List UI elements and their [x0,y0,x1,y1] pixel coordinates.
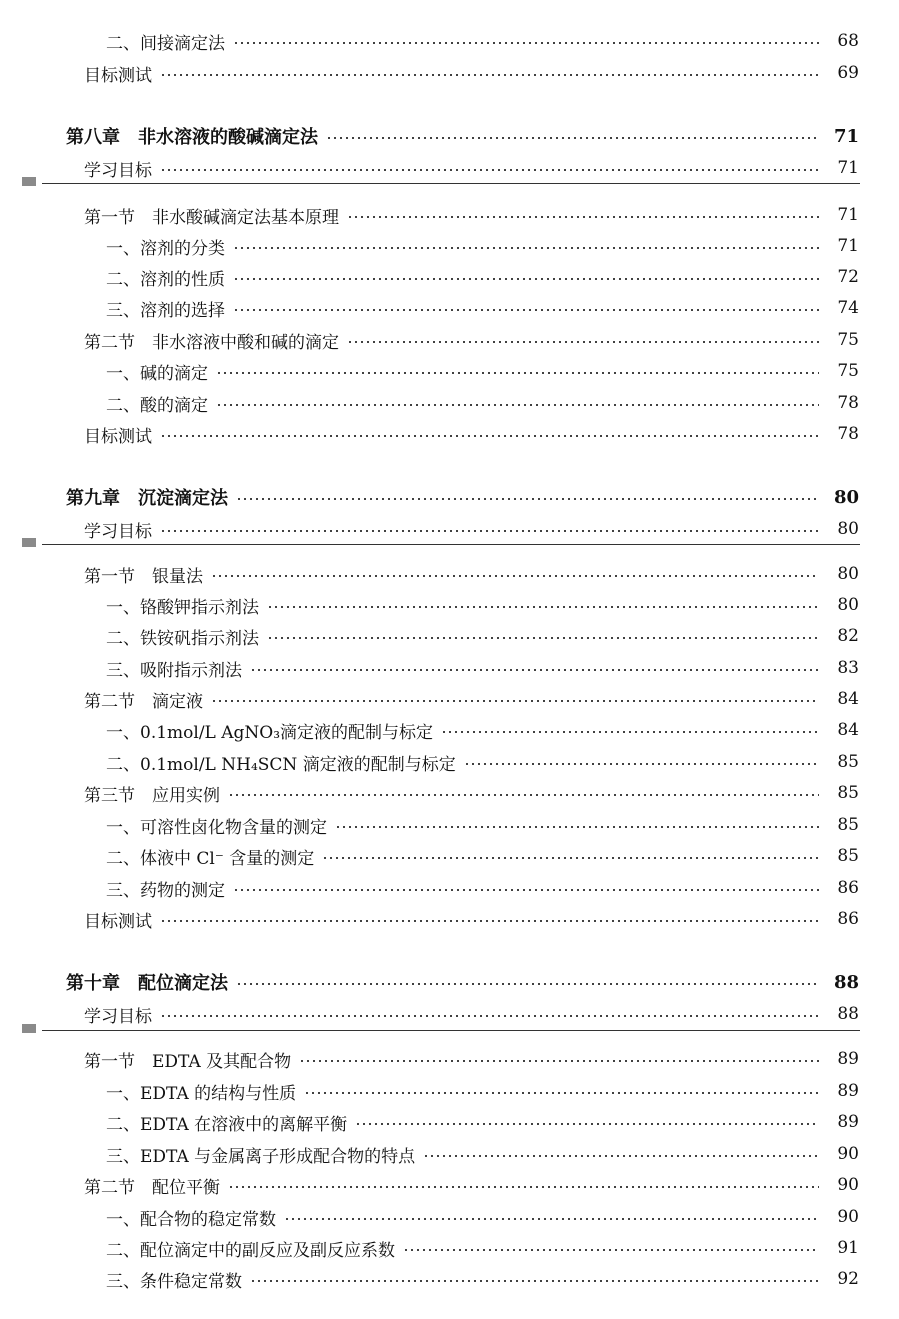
toc-page-number: 85 [837,752,859,772]
toc-entry[interactable] [0,748,899,776]
dot-leader [403,1249,819,1251]
toc-page-number: 89 [837,1049,859,1069]
toc-entry[interactable] [0,716,899,744]
toc-entry[interactable] [0,515,899,543]
dot-leader [216,372,819,374]
toc-title: 第二节 滴定液 [84,691,203,712]
toc-title: 二、0.1mol/L NH₄SCN 滴定液的配制与标定 [106,754,456,775]
dot-leader [335,826,819,828]
toc-entry[interactable] [0,357,899,385]
toc-page-number: 90 [837,1144,859,1164]
toc-entry[interactable] [0,1000,899,1028]
toc-page-number: 88 [833,971,859,993]
toc-page-number: 75 [837,330,859,350]
toc-entry[interactable] [0,420,899,448]
toc-entry[interactable] [0,1108,899,1136]
toc-title: 第一节 非水酸碱滴定法基本原理 [84,207,339,228]
toc-title: 第八章 非水溶液的酸碱滴定法 [66,127,318,148]
toc-entry[interactable] [0,874,899,902]
toc-page-number: 71 [837,205,859,225]
toc-title: 学习目标 [84,160,152,181]
dot-leader [216,404,819,406]
dot-leader [250,1280,819,1282]
dot-leader [347,341,819,343]
toc-page-number: 78 [837,424,859,444]
toc-entry[interactable] [0,685,899,713]
toc-page-number: 78 [837,393,859,413]
dot-leader [233,42,819,44]
dot-leader [267,606,819,608]
toc-title: 第二节 配位平衡 [84,1177,220,1198]
toc-entry[interactable] [0,1234,899,1262]
toc-page-number: 89 [837,1112,859,1132]
toc-title: 二、EDTA 在溶液中的离解平衡 [106,1114,348,1135]
toc-title: 一、配合物的稳定常数 [106,1209,276,1230]
toc-page-number: 80 [837,519,859,539]
toc-page-number: 80 [837,564,859,584]
toc-page-number: 80 [833,486,859,508]
dot-leader [423,1155,819,1157]
toc-entry[interactable] [0,560,899,588]
toc-title: 第一节 EDTA 及其配合物 [84,1051,292,1072]
toc-entry[interactable] [0,232,899,260]
toc-entry[interactable] [0,905,899,933]
toc-page-number: 75 [837,361,859,381]
toc-title: 三、条件稳定常数 [106,1271,242,1292]
dot-leader [160,74,819,76]
dot-leader [250,669,819,671]
dot-leader [211,575,819,577]
toc-entry[interactable] [0,27,899,55]
toc-title: 二、溶剂的性质 [106,269,225,290]
toc-title: 第二节 非水溶液中酸和碱的滴定 [84,332,339,353]
toc-title: 二、间接滴定法 [106,33,225,54]
toc-entry[interactable] [0,1045,899,1073]
dot-leader [233,309,819,311]
dot-leader [160,169,819,171]
dot-leader [355,1123,819,1125]
toc-entry[interactable] [0,842,899,870]
toc-page-number: 71 [833,125,859,147]
dot-leader [326,137,819,139]
toc-page-number: 88 [837,1004,859,1024]
toc-entry[interactable] [0,389,899,417]
toc-entry[interactable] [0,622,899,650]
toc-title: 一、0.1mol/L AgNO₃滴定液的配制与标定 [106,722,434,743]
toc-title: 目标测试 [84,65,152,86]
dot-leader [236,498,819,500]
toc-chapter-entry[interactable] [0,968,899,996]
toc-page-number: 82 [837,626,859,646]
toc-entry[interactable] [0,1265,899,1293]
chapter-rule [42,544,860,545]
toc-entry[interactable] [0,811,899,839]
toc-entry[interactable] [0,1140,899,1168]
toc-title: 目标测试 [84,911,152,932]
dot-leader [233,889,819,891]
toc-entry[interactable] [0,201,899,229]
toc-title: 第九章 沉淀滴定法 [66,488,228,509]
toc-entry[interactable] [0,779,899,807]
toc-entry[interactable] [0,1203,899,1231]
chapter-marker [22,177,36,186]
toc-entry[interactable] [0,591,899,619]
toc-page-number: 83 [837,658,859,678]
toc-title: 目标测试 [84,426,152,447]
toc-page-number: 86 [837,909,859,929]
toc-title: 二、铁铵矾指示剂法 [106,628,259,649]
toc-title: 学习目标 [84,1006,152,1027]
dot-leader [211,700,819,702]
toc-page-number: 84 [837,689,859,709]
toc-page-number: 84 [837,720,859,740]
toc-page-number: 85 [837,783,859,803]
toc-page-number: 90 [837,1207,859,1227]
chapter-marker [22,538,36,547]
toc-title: 二、酸的滴定 [106,395,208,416]
toc-page-number: 72 [837,267,859,287]
toc-title: 三、吸附指示剂法 [106,660,242,681]
toc-title: 一、EDTA 的结构与性质 [106,1083,297,1104]
toc-title: 一、溶剂的分类 [106,238,225,259]
toc-chapter-entry[interactable] [0,122,899,150]
toc-title: 一、铬酸钾指示剂法 [106,597,259,618]
toc-page-number: 71 [837,236,859,256]
dot-leader [233,247,819,249]
dot-leader [160,1015,819,1017]
toc-entry[interactable] [0,59,899,87]
toc-entry[interactable] [0,263,899,291]
dot-leader [160,530,819,532]
dot-leader [441,731,819,733]
toc-page-number: 69 [837,63,859,83]
dot-leader [322,857,819,859]
toc-title: 第十章 配位滴定法 [66,973,228,994]
toc-title: 第三节 应用实例 [84,785,220,806]
toc-title: 三、药物的测定 [106,880,225,901]
toc-title: 第一节 银量法 [84,566,203,587]
chapter-rule [42,1030,860,1031]
toc-title: 一、碱的滴定 [106,363,208,384]
toc-page-number: 68 [837,31,859,51]
dot-leader [228,794,819,796]
toc-page-number: 85 [837,815,859,835]
dot-leader [284,1218,819,1220]
toc-page-number: 90 [837,1175,859,1195]
chapter-marker [22,1024,36,1033]
dot-leader [160,920,819,922]
toc-page-number: 74 [837,298,859,318]
toc-title: 三、溶剂的选择 [106,300,225,321]
toc-page-number: 91 [837,1238,859,1258]
toc-chapter-entry[interactable] [0,483,899,511]
dot-leader [267,637,819,639]
toc-entry[interactable] [0,154,899,182]
dot-leader [464,763,819,765]
toc-entry[interactable] [0,326,899,354]
dot-leader [160,435,819,437]
toc-title: 学习目标 [84,521,152,542]
toc-title: 三、EDTA 与金属离子形成配合物的特点 [106,1146,416,1167]
toc-page-number: 92 [837,1269,859,1289]
toc-entry[interactable] [0,654,899,682]
toc-entry[interactable] [0,1171,899,1199]
toc-title: 一、可溶性卤化物含量的测定 [106,817,327,838]
dot-leader [304,1092,819,1094]
toc-page-number: 80 [837,595,859,615]
dot-leader [347,216,819,218]
chapter-rule [42,183,860,184]
toc-entry[interactable] [0,1077,899,1105]
toc-page-number: 86 [837,878,859,898]
toc-entry[interactable] [0,294,899,322]
dot-leader [299,1060,819,1062]
dot-leader [236,983,819,985]
dot-leader [233,278,819,280]
dot-leader [228,1186,819,1188]
toc-page-number: 89 [837,1081,859,1101]
toc-page-number: 71 [837,158,859,178]
toc-page-number: 85 [837,846,859,866]
toc-title: 二、体液中 Cl⁻ 含量的测定 [106,848,315,869]
toc-title: 二、配位滴定中的副反应及副反应系数 [106,1240,395,1261]
